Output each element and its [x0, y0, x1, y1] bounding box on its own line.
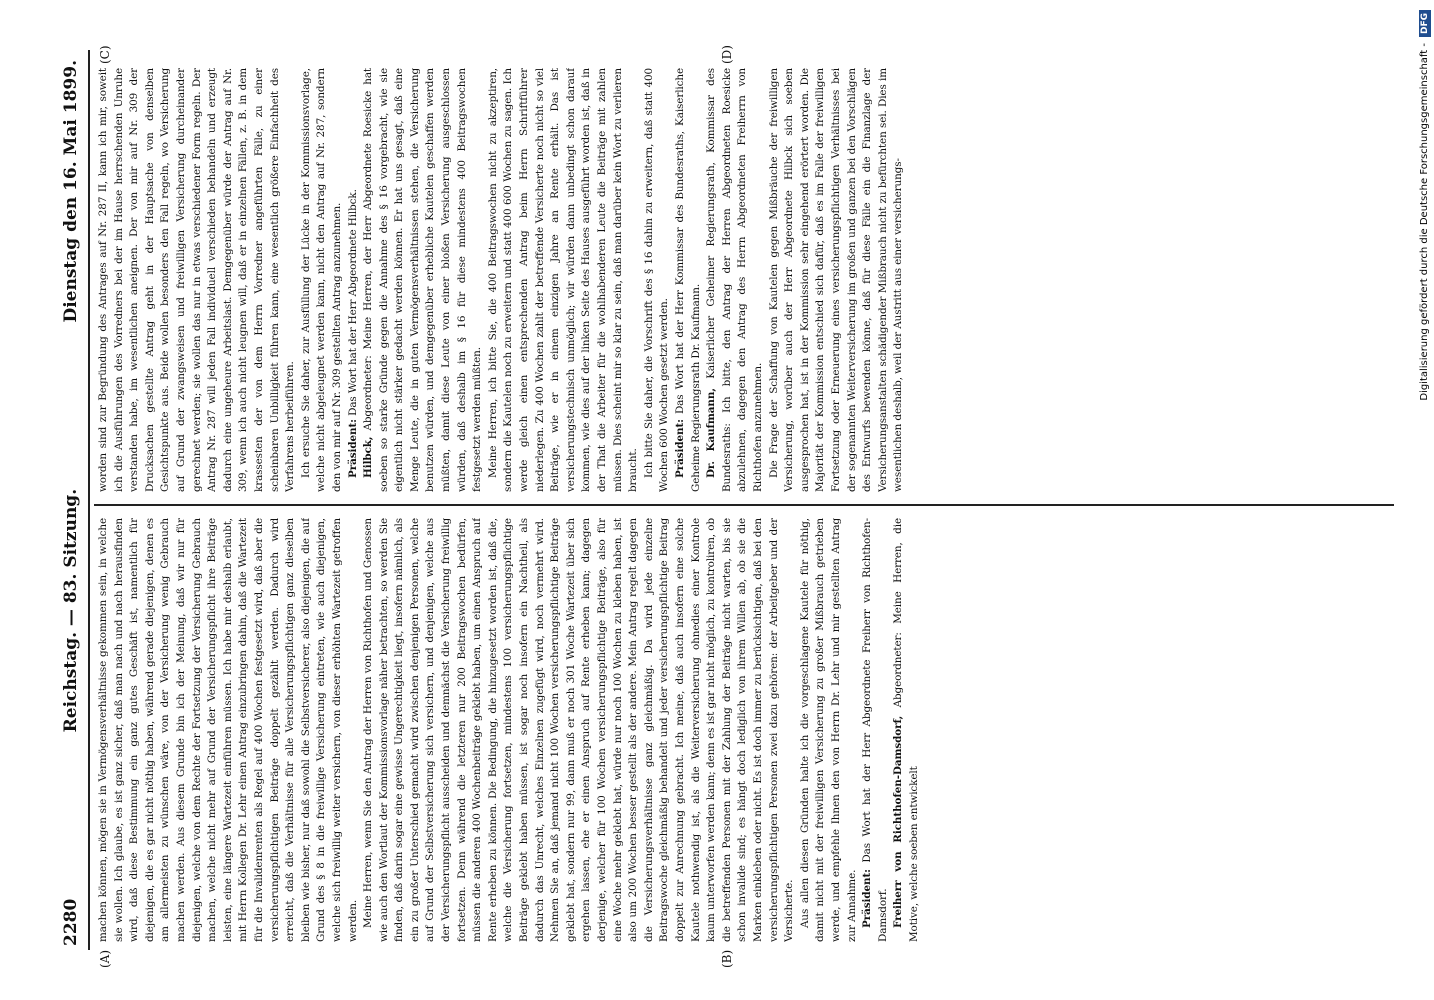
paragraph: Aus allen diesen Gründen halte ich die vorgeschlagene Kautele für nöthig, damit nicht mit der freiwilligen Versicherung zu großer Mißbrauch getrieben werde, und empfehle Ihnen den von Herrn Dr. Lehr und mir gestellten Antrag zur Annahme.: [798, 518, 858, 942]
marker-d: (D): [720, 45, 734, 64]
paragraph: machen können, mögen sie in Vermögensverhältnisse gekommen sein, in welche sie wollen. Ich glaube, es ist ganz sicher, daß man nach und nach herausfinden wird, daß diese Bestimmung ein ganz gutes Geschäft ist, namentlich für diejenigen, die es gar nicht nöthig haben, während gerade diejenigen, denen es am allermeisten zu wünschen wäre, von der Versicherung wenig Gebrauch machen werden. Aus diesem Grunde bin ich der Meinung, daß wir nur für diejenigen, welche von dem Rechte der Fortsetzung der Versicherung Gebrauch machen, welche nicht mehr auf Grund der Versicherungspflicht ihre Beiträge leisten, eine längere Wartezeit einführen müssen. Ich habe mir deshalb erlaubt, mit Herrn Kollegen Dr. Lehr einen Antrag einzubringen dahin, daß die Wartezeit für die Invalidenrenten als Regel auf 400 Wochen festgesetzt wird, daß aber die versicherungspflichtigen Beiträge doppelt gezählt werden. Dadurch wird erreicht, daß die Verhältnisse für alle Versicherungspflichtigen ganz dieselben bleiben wie bisher, nur daß sowohl die Selbstversicherer, also diejenigen, die auf Grund des § 8 in die freiwillige Versicherung eintreten, wie auch diejenigen, welche sich freiwillig weiter versichern, von dieser erhöhten Wartezeit getroffen werden.: [97, 518, 359, 942]
speech-text: Abgeordneter: Meine Herren, die Motive, welche soeben entwickelt: [892, 518, 920, 942]
remark-text: Das Wort hat der Herr Abgeordnete Hilbck.: [346, 189, 359, 416]
page-number: 2280: [61, 898, 81, 946]
remark-text: Das Wort hat der Herr Kommissar des Bundesraths, Kaiserliche Geheime Regierungsrath Dr. Kaufmann.: [673, 68, 702, 492]
session-title: Reichstag. — 83. Sitzung.: [61, 488, 81, 733]
speech-text: Kaiserlicher Geheimer Regierungsrath, Kommissar des Bundesraths: Ich bitte, den Antrag der Herren Abgeordneten Roesicke abzulehnen, dagegen den Antrag des Herrn Abgeordneten Freiherrn von Richthofen anzunehmen.: [705, 68, 764, 492]
speaker-name: Freiherr von Richthofen-Damsdorf,: [892, 715, 905, 928]
speech-start: [891, 518, 922, 942]
speaker-name: Präsident:: [346, 419, 359, 478]
president-remark: [346, 68, 362, 492]
left-column: [96, 518, 1396, 942]
speaker-name: Präsident:: [673, 419, 686, 478]
column-divider: [94, 504, 1394, 506]
speech: [704, 68, 766, 492]
marker-c: (C): [98, 45, 112, 64]
dfg-logo: DFG: [1419, 10, 1431, 37]
paragraph: Die Frage der Schaffung von Kautelen gegen Mißbräuche der freiwilligen Versicherung, worüber auch der Herr Abgeordnete Hilbck sich soeben ausgesprochen hat, ist in der Kommission sehr eingehend erörtert worden. Die Majorität der Kommission entschied sich dafür, daß es im Falle der freiwilligen Fortsetzung oder Erneuerung eines versicherungspflichtigen Verhältnisses bei der sogenannten Weiterversicherung im großen und ganzen bei den Vorschlägen des Entwurfs bewenden könne, daß für diese Fälle ein die Finanzlage der Versicherungsanstalten schädigender Mißbrauch nicht zu befürchten sei. Dies im wesentlichen deshalb, weil der Austritt aus einer versicherungs-: [767, 68, 905, 492]
speaker-name: Dr. Kaufmann,: [705, 388, 718, 478]
speech: [361, 68, 486, 492]
speaker-name: Präsident:: [861, 869, 874, 928]
right-column: [96, 68, 1396, 492]
header-rule: [88, 50, 90, 950]
speech-text: Abgeordneter: Meine Herren, der Herr Abgeordnete Roesicke hat soeben so starke Gründe gegen die Annahme des § 16 vorgebracht, wie sie eigentlich nicht stärker gedacht werden können. Er hat uns gesagt, daß eine Menge Leute, die in guten Vermögensverhältnissen stehen, die Versicherung benutzen würden, und demgegenüber erhebliche Kautelen geschaffen werden müßten, damit diese Leute von einer bloßen Versicherung ausgeschlossen würden, daß deshalb im § 16 für diese mindestens 400 Beitragswochen festgesetzt werden müßten.: [362, 68, 484, 492]
paragraph: worden sind zur Begründung des Antrages auf Nr. 287 II, kann ich mir, soweit ich die Ausführungen des Vorredners bei der im Hause herrschenden Unruhe verstanden habe, im wesentlichen aneignen. Der von mir auf Nr. 309 der Drucksachen gestellte Antrag geht in der Hauptsache von denselben Gesichtspunkte aus. Beide wollen besonders den Fall regeln, wo Versicherung auf Grund der zwangsweisen und freiwilligen Versicherung durcheinander gerechnet werden; sie wollen das nur in etwas verschiedener Form regeln. Der Antrag Nr. 287 will jeden Fall individuell verschieden behandeln und erzeugt dadurch eine ungeheure Arbeitslast. Demgegenüber würde der Antrag auf Nr. 309, wenn ich auch nicht leugnen will, daß er in einzelnen Fällen, z. B. in dem krassesten der von dem Herrn Vorredner angeführten Fälle, zu einer scheinbaren Unbilligkeit führen kann, eine wesentlich größere Einfachheit des Verfahrens herbeiführen.: [97, 68, 297, 492]
speaker-name: Hilbck,: [362, 436, 375, 478]
paragraph: Ich bitte Sie daher, die Vorschrift des § 16 dahin zu erweitern, daß statt 400 Wochen 600 Wochen gesetzt werden.: [642, 68, 671, 492]
funding-note: Digitalisierung gefördert durch die Deutsche Forschungsgemeinschaft -: [1419, 43, 1430, 401]
paragraph: Meine Herren, wenn Sie den Antrag der Herren von Richthofen und Genossen wie auch den Wortlaut der Kommissionsvorlage näher betrachten, so werden Sie finden, daß darin sogar eine gewisse Ungerechtigkeit liegt, insofern nämlich, als ein zu großer Unterschied gemacht wird zwischen denjenigen Personen, welche auf Grund der Selbstversicherung sich versichern, und denjenigen, welche aus der Versicherungspflicht ausscheiden und demnächst die Versicherung freiwillig fortsetzen. Denn während die letzteren nur 200 Beitragswochen bedürfen, müssen die anderen 400 Wochenbeiträge geklebt haben, um einen Anspruch auf Rente erheben zu können. Die Bedingung, die hinzugesetzt worden ist, daß die, welche die Versicherung fortsetzen, mindestens 100 versicherungspflichtige Beiträge geklebt haben müssen, ist sogar noch insofern ein Nachtheil, als dadurch das Unrecht, welches Einzelnen zugefügt wird, noch vermehrt wird. Nehmen Sie an, daß jemand nicht 100 Wochen versicherungspflichtige Beiträge geklebt hat, sondern nur 99, dann muß er noch 301 Woche Wartezeit über sich ergehen lassen, ehe er einen Anspruch auf Rente erheben kann; dagegen derjenige, welcher für 100 Wochen versicherungspflichtige Beiträge, also für eine Woche mehr geklebt hat, würde nur noch 100 Wochen zu kleben haben, ist also um 200 Wochen besser gestellt als der andere. Mein Antrag regelt dagegen die Versicherungsverhältnisse ganz gleichmäßig. Da wird jede einzelne Beitragswoche gleichmäßig behandelt und jeder versicherungspflichtige Beitrag doppelt zur Anrechnung gebracht. Ich meine, daß auch insofern eine solche Kautele nothwendig ist, als die Weiterversicherung ohnedies einer Kontrole kaum unterworfen werden kann; denn es ist gar nicht möglich, zu kontroliren, ob die betreffenden Personen mit der Zahlung der Beiträge nicht warten, bis sie schon invalide sind; es hängt doch lediglich von ihrem Willen ab, ob sie die Marken einkleben oder nicht. Es ist doch immer zu berücksichtigen, daß bei den versicherungspflichtigen Personen zwei dazu gehören: der Arbeitgeber und der Versicherte.: [362, 518, 796, 942]
remark-text: Das Wort hat der Herr Abgeordnete Freiherr von Richthofen-Damsdorf.: [861, 518, 889, 942]
digitization-note: [1418, 10, 1432, 990]
paragraph: Meine Herren, ich bitte Sie, die 400 Beitragswochen nicht zu akzeptiren, sondern die Kautelen noch zu erweitern und statt 400 600 Wochen zu sagen. Ich werde gleich einen entsprechenden Antrag beim Herrn Schriftführer niederlegen. Zu 400 Wochen zahlt der betreffende Versicherte noch nicht so viel Beiträge, wie er in einem einzigen Jahre an Rente erhält. Das ist versicherungstechnisch unmöglich; wir würden dann unbedingt schon darauf kommen, wie dies auf der linken Seite des Hauses ausgeführt worden ist, daß in der That die Arbeiter für die wohlhabenderen Leute die Beiträge mit zahlen müssen. Dies scheint mir so klar zu sein, daß man darüber kein Wort zu verlieren braucht.: [486, 68, 640, 492]
marker-a: (A): [98, 949, 112, 968]
president-remark: [673, 68, 704, 492]
page-header: [58, 60, 84, 946]
paragraph: Ich ersuche Sie daher, zur Ausfüllung der Lücke in der Kommissionsvorlage, welche nicht abgeleugnet werden kann, nicht den Antrag auf Nr. 287, sondern den von mir auf Nr. 309 gestellten Antrag anzunehmen.: [299, 68, 343, 492]
marker-b: (B): [720, 949, 734, 968]
session-date: Dienstag den 16. Mai 1899.: [61, 60, 81, 323]
president-remark: [860, 518, 891, 942]
